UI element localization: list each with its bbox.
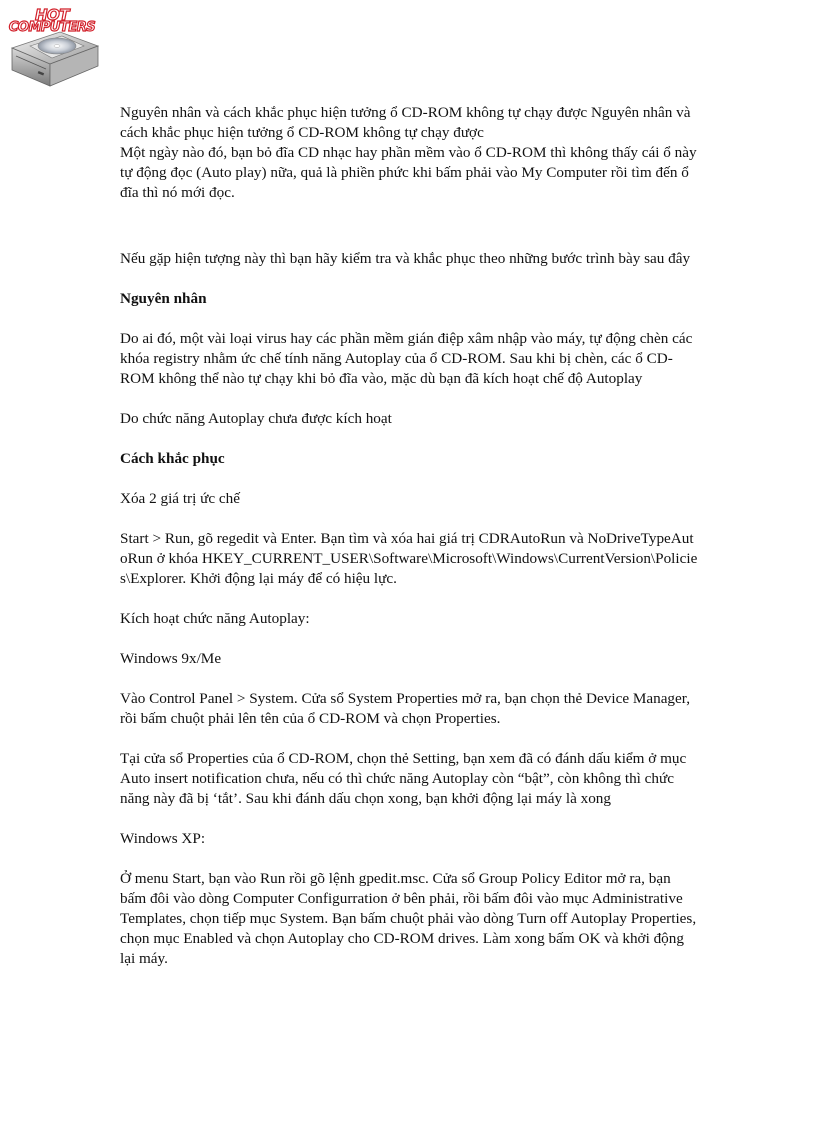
cause-paragraph: Do ai đó, một vài loại virus hay các phần mềm gián điệp xâm nhập vào máy, tự động chèn các khóa registry nhằm ức chế tính năng Autoplay của ổ CD-ROM. Sau khi bị chèn, các ổ CD-ROM không thể nào tự chạy khi bỏ đĩa vào, mặc dù bạn đã kích hoạt chế độ Autoplay xyxy=(120,330,693,387)
article-body xyxy=(120,103,700,969)
winxp-paragraph: Ở menu Start, bạn vào Run rồi gõ lệnh gpedit.msc. Cửa sổ Group Policy Editor mở ra, bạn bấm đôi vào dòng Computer Configurration ở bên phải, rồi bấm đôi vào mục Administrative Templates, chọn tiếp mục System. Bạn bấm chuột phải vào dòng Turn off Autoplay Properties, chọn mục Enabled và chọn Autoplay cho CD-ROM drives. Làm xong bấm OK và khởi động lại máy. xyxy=(120,870,697,967)
winxp-title: Windows XP: xyxy=(120,830,206,847)
cause-heading: Nguyên nhân xyxy=(120,290,207,307)
logo-text-hot: HOT xyxy=(34,6,70,24)
cd-drive-icon xyxy=(4,6,100,94)
hot-computers-logo xyxy=(4,6,100,94)
intro-paragraph-2: Nếu gặp hiện tượng này thì bạn hãy kiểm tra và khắc phục theo những bước trình bày sau đây xyxy=(120,250,691,267)
fix-heading: Cách khắc phục xyxy=(120,450,225,467)
fix-step2-title: Kích hoạt chức năng Autoplay: xyxy=(120,610,310,627)
win9x-paragraph: Vào Control Panel > System. Cửa sổ System Properties mở ra, bạn chọn thẻ Device Manager, rồi bấm chuột phải lên tên của ổ CD-ROM và chọn Properties. xyxy=(120,690,691,727)
win9x-paragraph-2: Tại cửa sổ Properties của ổ CD-ROM, chọn thẻ Setting, bạn xem đã có đánh dấu kiểm ở mục Auto insert notification chưa, nếu có thì chức năng Autoplay còn “bật”, còn không thì chức năng này đã bị ‘tắt’. Sau khi đánh dấu chọn xong, bạn khởi động lại máy là xong xyxy=(120,750,687,807)
logo-text-computers: COMPUTERS xyxy=(8,20,96,35)
article-title: Nguyên nhân và cách khắc phục hiện tưởng ổ CD-ROM không tự chạy được Nguyên nhân và cách khắc phục hiện tưởng ổ CD-ROM không tự chạy được xyxy=(120,104,691,141)
cause-paragraph-2: Do chức năng Autoplay chưa được kích hoạt xyxy=(120,410,392,427)
win9x-title: Windows 9x/Me xyxy=(120,650,222,667)
fix-step1-text: Start > Run, gõ regedit và Enter. Bạn tìm và xóa hai giá trị CDRAutoRun và NoDriveTypeAutoRun ở khóa HKEY_CURRENT_USER\Software\Microsoft\Windows\CurrentVersion\Policies\Explorer. Khởi động lại máy để có hiệu lực. xyxy=(120,530,698,587)
intro-paragraph: Một ngày nào đó, bạn bỏ đĩa CD nhạc hay phần mềm vào ổ CD-ROM thì không thấy cái ổ này tự động đọc (Auto play) nữa, quả là phiền phức khi bấm phải vào My Computer rồi tìm đến ổ đĩa thì nó mới đọc. xyxy=(120,144,697,201)
fix-step1-title: Xóa 2 giá trị ức chế xyxy=(120,490,240,507)
